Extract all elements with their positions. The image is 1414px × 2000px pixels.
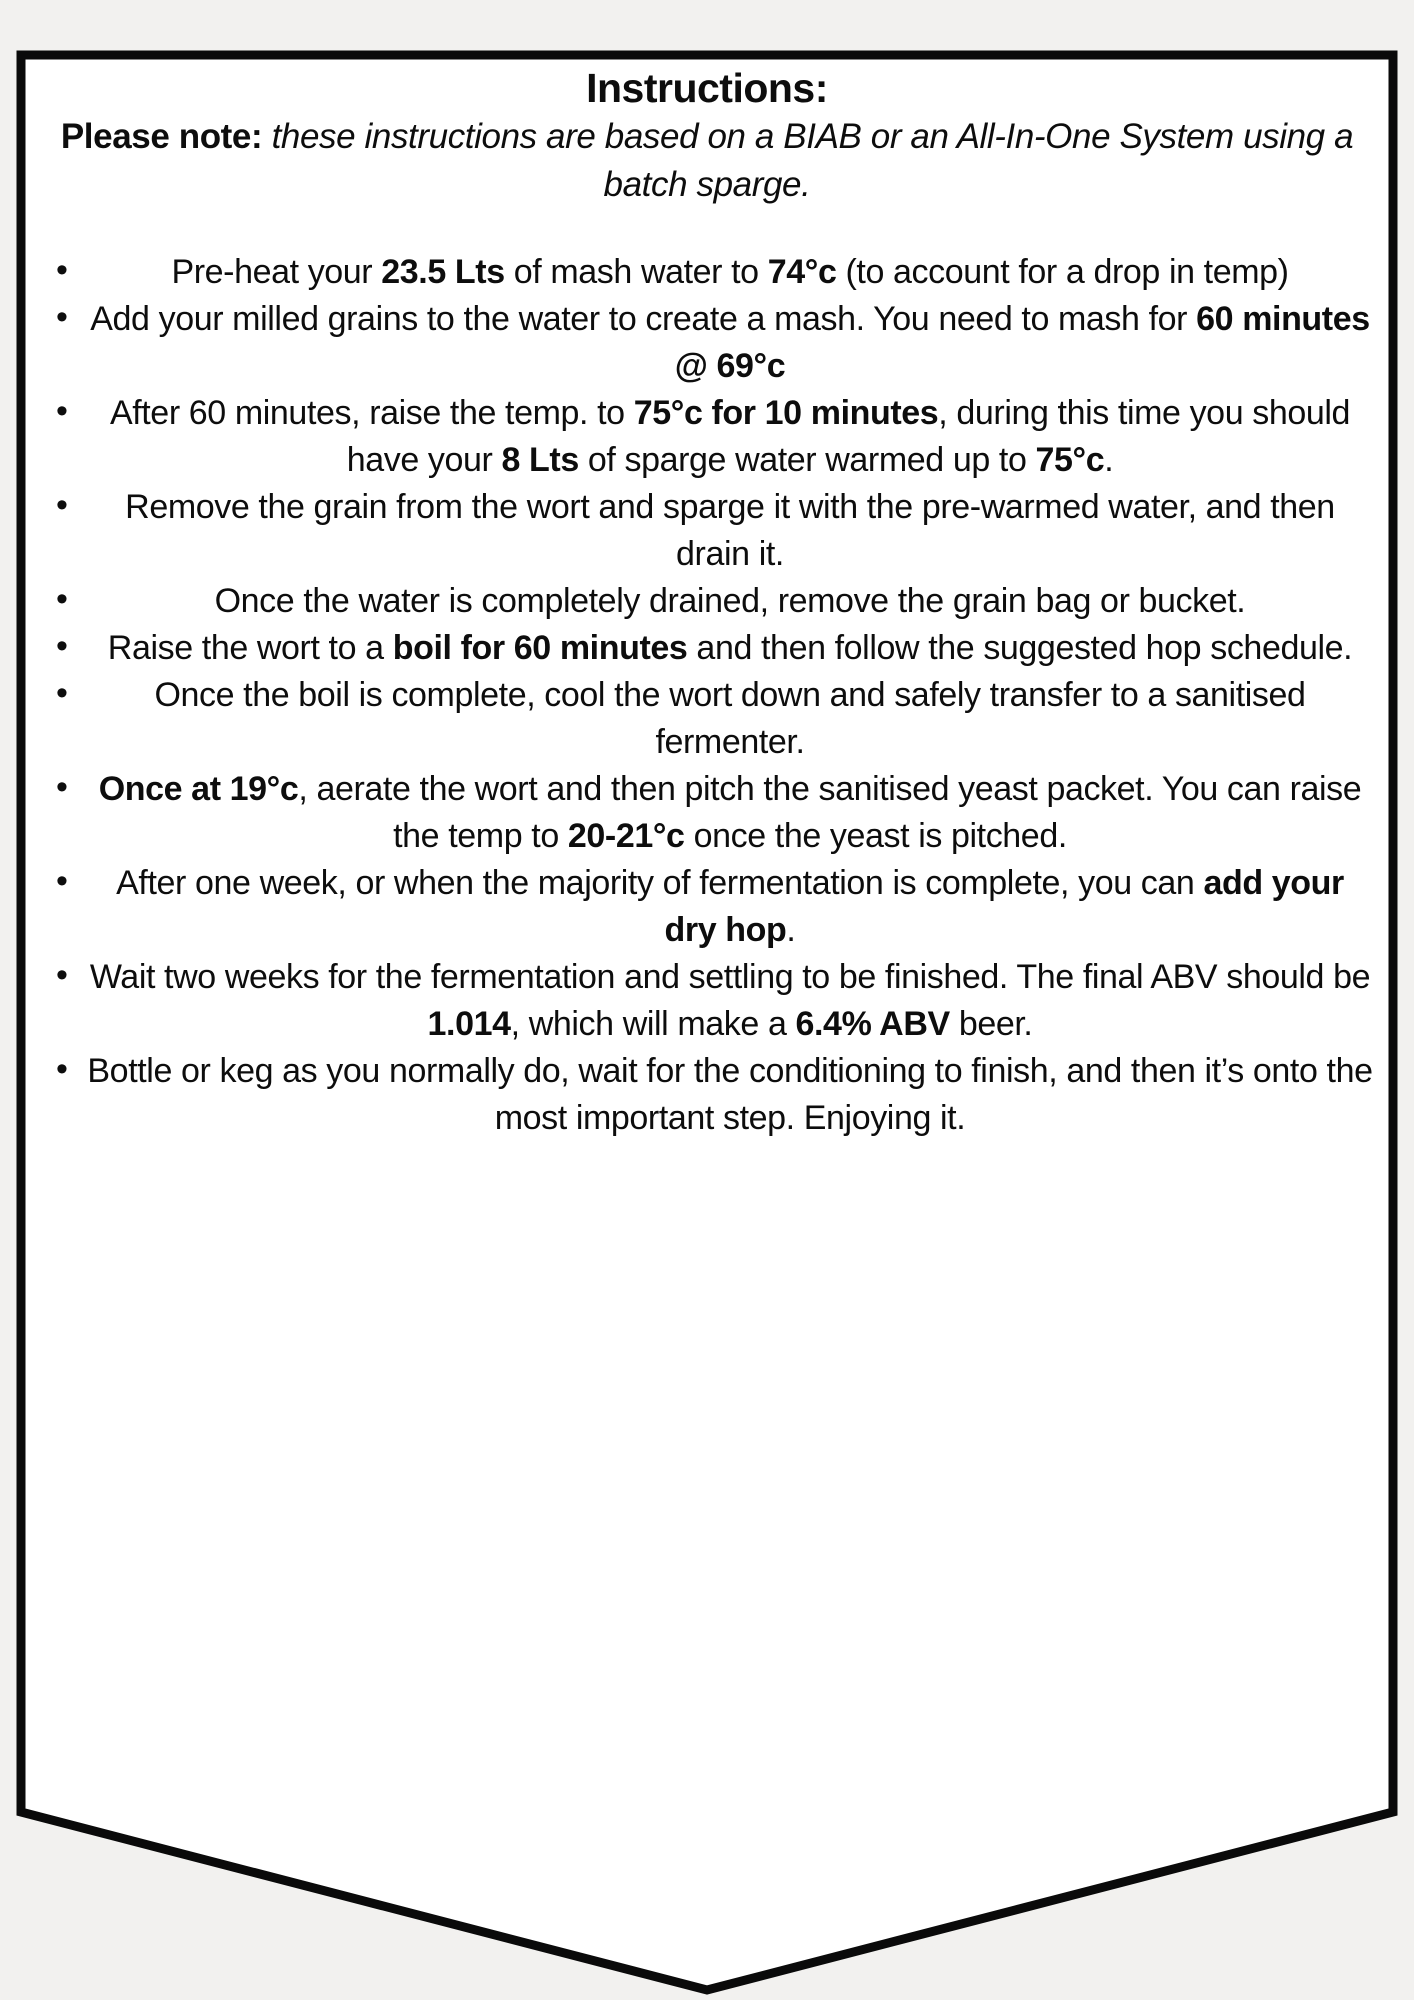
bold-text: 20-21°c <box>567 817 685 855</box>
note-label: Please note: <box>60 117 263 156</box>
note-paragraph <box>34 113 1380 209</box>
instructions-list <box>34 249 1380 1142</box>
page-title: Instructions: <box>586 65 828 111</box>
bold-text: 8 Lts <box>501 441 579 479</box>
list-item <box>34 296 1380 390</box>
bullet-icon: • <box>56 862 68 900</box>
bold-text: 6.4% ABV <box>795 1005 950 1043</box>
text: , aerate the wort and then pitch the sanitised yeast packet. You can raise the temp to <box>298 770 1362 855</box>
bullet-icon: • <box>56 956 68 994</box>
text: After 60 minutes, raise the temp. to <box>109 394 634 432</box>
text: Remove the grain from the wort and sparge it with the pre-warmed water, and then drain it. <box>125 488 1335 573</box>
text: . <box>786 911 796 949</box>
bullet-icon: • <box>56 580 68 618</box>
text: Pre-heat your <box>171 253 382 291</box>
text: Once the water is completely drained, remove the grain bag or bucket. <box>214 582 1246 620</box>
bullet-icon: • <box>56 674 68 712</box>
list-item <box>34 578 1380 625</box>
bullet-icon: • <box>56 392 68 430</box>
text: Raise the wort to a <box>107 629 393 667</box>
text: of mash water to <box>504 253 768 291</box>
bold-text: boil for 60 minutes <box>392 629 688 667</box>
list-item <box>34 484 1380 578</box>
text: Once the boil is complete, cool the wort down and safely transfer to a sanitised fermenter. <box>154 676 1306 761</box>
instructions-panel <box>34 64 1380 1142</box>
list-item <box>34 766 1380 860</box>
bullet-icon: • <box>56 486 68 524</box>
list-item <box>34 954 1380 1048</box>
list-item <box>34 1048 1380 1142</box>
text: After one week, or when the majority of fermentation is complete, you can <box>116 864 1204 902</box>
list-item <box>34 625 1380 672</box>
text: . <box>1104 441 1114 479</box>
text: and then follow the suggested hop schedule. <box>687 629 1353 667</box>
bullet-icon: • <box>56 298 68 336</box>
text: beer. <box>949 1005 1033 1043</box>
list-item <box>34 860 1380 954</box>
bold-text: 75°c <box>1035 441 1105 479</box>
bold-text: Once at 19°c <box>98 770 299 808</box>
list-item <box>34 672 1380 766</box>
bold-text: 74°c <box>767 253 837 291</box>
text: Wait two weeks for the fermentation and settling to be finished. The final ABV should be <box>89 958 1371 996</box>
text: , during this time you should have your <box>346 394 1351 479</box>
text: (to account for a drop in temp) <box>836 253 1289 291</box>
bullet-icon: • <box>56 251 68 289</box>
text: Add your milled grains to the water to create a mash. You need to mash for <box>90 300 1197 338</box>
text: Bottle or keg as you normally do, wait for the conditioning to finish, and then it’s onto the most important step. Enjoying it. <box>87 1052 1373 1137</box>
text: of sparge water warmed up to <box>578 441 1036 479</box>
note-text: these instructions are based on a BIAB or an All-In-One System using a batch sparge. <box>262 117 1354 204</box>
list-item <box>34 249 1380 296</box>
bold-text: 23.5 Lts <box>381 253 505 291</box>
list-item <box>34 390 1380 484</box>
bold-text: 60 minutes @ 69°c <box>674 300 1370 385</box>
text: once the yeast is pitched. <box>684 817 1067 855</box>
bold-text: 1.014 <box>427 1005 511 1043</box>
bold-text: add your dry hop <box>664 864 1344 949</box>
bullet-icon: • <box>56 1050 68 1088</box>
bullet-icon: • <box>56 627 68 665</box>
bold-text: 75°c for 10 minutes <box>633 394 939 432</box>
text: , which will make a <box>510 1005 796 1043</box>
bullet-icon: • <box>56 768 68 806</box>
